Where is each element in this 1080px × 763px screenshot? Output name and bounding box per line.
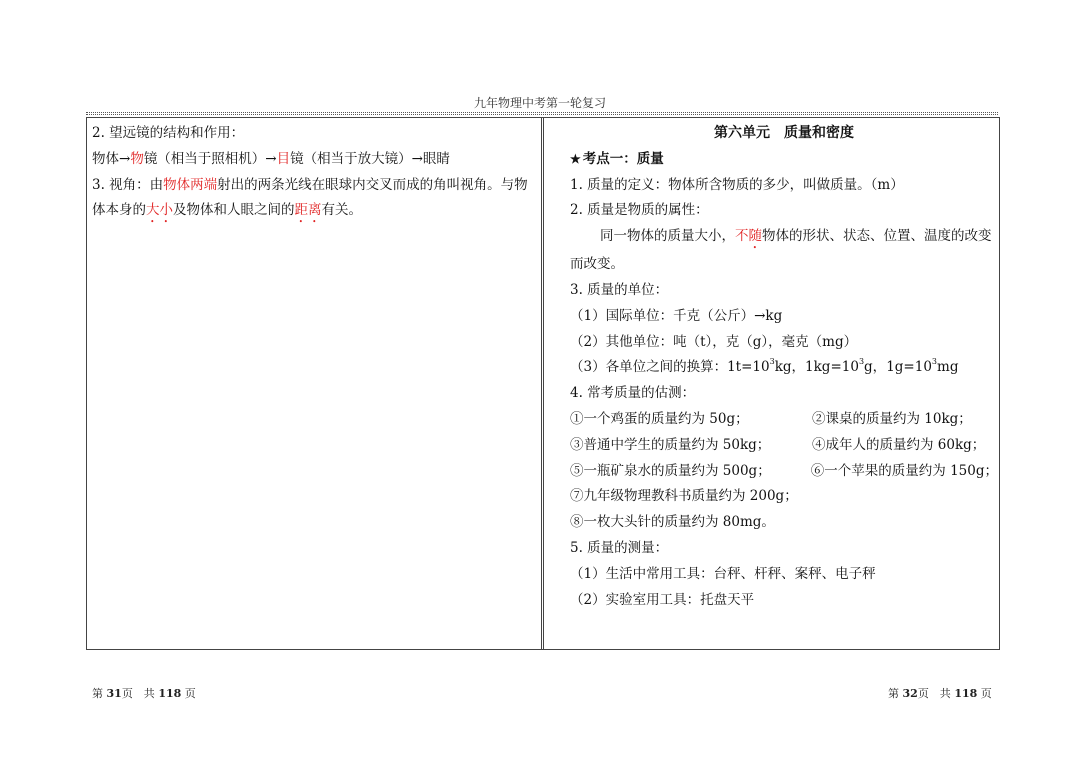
unit-label: 第六单元 bbox=[714, 125, 770, 141]
conversion-1-exp: 3 bbox=[769, 357, 775, 367]
estimate-item: ①一个鸡蛋的质量约为 50g； bbox=[570, 410, 749, 427]
footer-prefix: 第 bbox=[888, 687, 903, 700]
property-red-no: 不 bbox=[735, 228, 749, 245]
eyepiece-lens-char: 目 bbox=[276, 150, 291, 167]
estimate-item: ⑥一个苹果的质量约为 150g； bbox=[810, 462, 998, 479]
left-column bbox=[92, 121, 532, 226]
footer-suffix: 页 bbox=[181, 687, 196, 700]
measure-heading: 5. 质量的测量： bbox=[570, 539, 669, 556]
telescope-part3: 镜（相当于放大镜）→眼睛 bbox=[290, 150, 450, 167]
conversion-3-base: 1g=10 bbox=[886, 359, 932, 376]
visual-angle-prefix: 3. 视角：由 bbox=[92, 176, 164, 193]
unit-conversion bbox=[570, 355, 998, 381]
other-units: （2）其他单位：吨（t），克（g），毫克（mg） bbox=[570, 333, 858, 350]
estimates-heading: 4. 常考质量的估测： bbox=[570, 385, 696, 402]
estimate-row bbox=[570, 407, 998, 433]
lab-tools: （2）实验室用工具：托盘天平 bbox=[570, 591, 755, 608]
conversion-label: （3）各单位之间的换算： bbox=[570, 359, 728, 376]
footer-total-pages: 118 bbox=[954, 687, 978, 700]
telescope-structure-line bbox=[92, 147, 532, 173]
page-header-title: 九年物理中考第一轮复习 bbox=[473, 96, 606, 110]
property-after: 物体的形状、状态、位置、温度的改变而改变。 bbox=[570, 228, 992, 273]
estimate-item: ④成年人的质量约为 60kg； bbox=[812, 436, 986, 453]
property-heading: 2. 质量是物质的属性： bbox=[570, 202, 709, 219]
header-rule bbox=[86, 112, 998, 115]
footer-mid: 页 共 bbox=[121, 687, 159, 700]
visual-angle-paragraph bbox=[92, 173, 532, 227]
footer-page-right bbox=[888, 685, 992, 701]
point-title-text: 考点一：质量 bbox=[582, 150, 664, 167]
point-title bbox=[570, 147, 998, 173]
visual-angle-red-size: 大小 bbox=[146, 202, 173, 219]
footer-prefix: 第 bbox=[92, 687, 107, 700]
estimate-row bbox=[570, 433, 998, 459]
right-column bbox=[570, 121, 998, 613]
conversion-3-unit: mg bbox=[937, 359, 959, 376]
estimate-item: ⑧一枚大头针的质量约为 80mg。 bbox=[570, 514, 775, 531]
unit-name: 质量和密度 bbox=[784, 125, 854, 141]
footer-total-pages: 118 bbox=[158, 687, 182, 700]
units-heading: 3. 质量的单位： bbox=[570, 281, 669, 298]
si-unit: （1）国际单位：千克（公斤）→kg bbox=[570, 307, 783, 324]
visual-angle-red-both-ends: 物体两端 bbox=[163, 176, 218, 193]
conversion-1-base: 1t=10 bbox=[727, 359, 770, 376]
daily-tools: （1）生活中常用工具：台秤、杆秤、案秤、电子秤 bbox=[570, 565, 876, 582]
visual-angle-mid1: 射出的两条光线在眼球内交叉而成的角叫视角。与物体本身的 bbox=[92, 176, 528, 219]
conversion-3-exp: 3 bbox=[931, 357, 938, 367]
conversion-2-unit: g， bbox=[864, 359, 887, 376]
property-text bbox=[570, 224, 998, 278]
column-divider bbox=[541, 117, 544, 650]
conversion-2-base: 1kg=10 bbox=[805, 359, 859, 376]
objective-lens-char: 物 bbox=[130, 150, 144, 167]
conversion-1-unit: kg， bbox=[774, 359, 806, 376]
estimate-item: ⑦九年级物理教科书质量约为 200g； bbox=[570, 488, 798, 505]
footer-page-number: 31 bbox=[106, 687, 122, 700]
star-icon: ★ bbox=[570, 151, 581, 166]
conversion-2-exp: 3 bbox=[858, 357, 865, 367]
footer-page-number: 32 bbox=[902, 687, 918, 700]
visual-angle-red-distance: 距离 bbox=[294, 202, 322, 219]
estimate-row bbox=[570, 459, 998, 485]
estimate-item: ⑤一瓶矿泉水的质量约为 500g； bbox=[570, 462, 771, 479]
telescope-part1: 物体→ bbox=[92, 150, 131, 167]
footer-page-left bbox=[92, 685, 196, 701]
property-red-sui: 随 bbox=[748, 228, 762, 245]
property-before: 同一物体的质量大小， bbox=[600, 228, 735, 245]
telescope-part2: 镜（相当于照相机）→ bbox=[143, 150, 277, 167]
visual-angle-mid2: 及物体和人眼之间的 bbox=[173, 202, 295, 219]
mass-definition: 1. 质量的定义：物体所含物质的多少，叫做质量。（m） bbox=[570, 176, 904, 193]
unit-title bbox=[570, 121, 998, 147]
visual-angle-suffix: 有关。 bbox=[321, 202, 362, 219]
footer-suffix: 页 bbox=[977, 687, 992, 700]
estimate-item: ③普通中学生的质量约为 50kg； bbox=[570, 436, 771, 453]
telescope-heading: 2. 望远镜的结构和作用： bbox=[92, 125, 245, 141]
footer-mid: 页 共 bbox=[917, 687, 955, 700]
estimate-item: ②课桌的质量约为 10kg； bbox=[812, 410, 972, 427]
